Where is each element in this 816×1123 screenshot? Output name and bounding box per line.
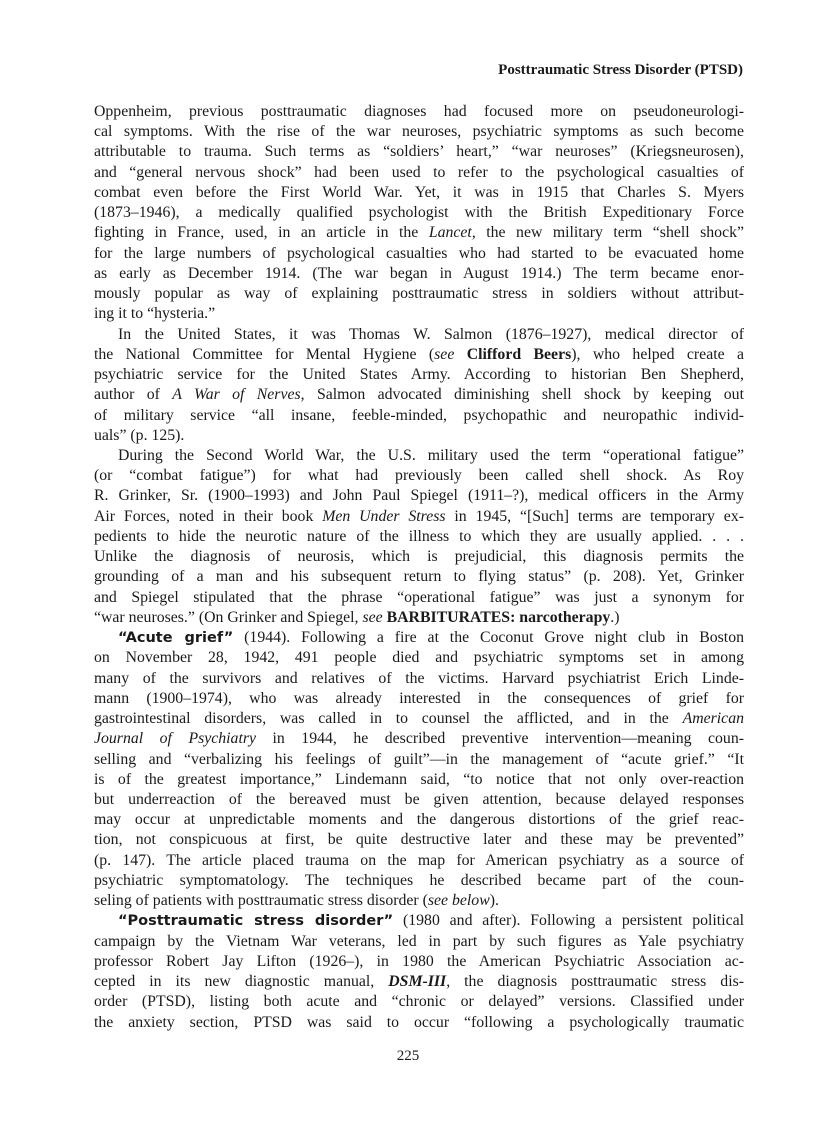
text-run: tion, not conspicuous at first, be quite destructive later and these may be prevented” [94, 831, 744, 849]
text-line [94, 567, 744, 587]
text-run: on November 28, 1942, 491 people died and psychiatric symptoms set in among [94, 649, 744, 667]
text-run: psychiatric service for the United States Army. According to historian Ben Shepherd, [94, 366, 744, 384]
text-run: (1944). Following a fire at the Coconut Grove night club in Boston [233, 629, 744, 647]
text-run [454, 346, 466, 363]
text-line [94, 284, 744, 304]
text-line [94, 325, 744, 345]
text-line [94, 365, 744, 385]
text-line [94, 264, 744, 284]
text-line [94, 750, 744, 770]
text-run: author of [94, 386, 173, 404]
text-run: and “general nervous shock” had been used to refer to the psychological casualties of [94, 163, 744, 181]
text-run: psychiatric symptomatology. The techniques he described became part of the coun- [94, 871, 744, 889]
text-line [94, 163, 744, 183]
text-line [94, 911, 744, 931]
text-line [94, 406, 744, 426]
text-run: fighting in France, used, in an article in the [94, 224, 429, 242]
text-line [94, 244, 744, 264]
text-line [94, 932, 744, 952]
text-line [94, 972, 744, 992]
text-line [94, 608, 744, 628]
text-line [94, 142, 744, 162]
text-line [94, 527, 744, 547]
text-line [94, 588, 744, 608]
bold-italic-title: DSM-III [388, 973, 447, 991]
text-run: Air Forces, noted in their book [94, 507, 323, 525]
text-line [94, 304, 744, 324]
text-line [94, 709, 744, 729]
text-line [94, 426, 744, 446]
italic-text: see [434, 345, 455, 363]
page-number: 225 [396, 1048, 420, 1064]
text-run: professor Robert Jay Lifton (1926–), in 1980 the American Psychiatric Association ac- [94, 952, 744, 970]
italic-text: Lancet [428, 224, 472, 242]
text-run: ). [489, 892, 499, 910]
text-run: as early as December 1914. (The war began in August 1914.) The term became enor- [94, 264, 744, 282]
text-run: cal symptoms. With the rise of the war neuroses, psychiatric symptoms as such become [94, 123, 744, 141]
text-line [94, 446, 744, 466]
text-run: (1980 and after). Following a persistent political [393, 912, 744, 930]
italic-text: Journal of Psychiatry [94, 730, 256, 748]
text-run: for the large numbers of psychological casualties who had started to be evacuated home [94, 244, 744, 262]
text-run: mously popular as way of explaining posttraumatic stress in soldiers without attribut- [94, 285, 744, 303]
text-line [94, 547, 744, 567]
text-run: During the Second World War, the U.S. military used the term “operational fatigue” [118, 446, 744, 464]
text-run: may occur at unpredictable moments and the dangerous distortions of the grief reac- [94, 811, 744, 829]
bold-reference: BARBITURATES: narcotherapy [386, 608, 611, 626]
text-run: campaign by the Vietnam War veterans, led in part by such figures as Yale psychiatry [94, 932, 744, 950]
text-run: selling and “verbalizing his feelings of guilt”—in the management of “acute grief.” “It [94, 750, 744, 768]
text-run: in 1945, “[Such] terms are temporary ex- [445, 507, 744, 525]
text-line [94, 790, 744, 810]
text-run: (p. 147). The article placed trauma on the map for American psychiatry as a source of [94, 851, 744, 869]
italic-text: see below [427, 892, 490, 910]
italic-text: Men Under Stress [322, 507, 446, 525]
text-line [94, 952, 744, 972]
text-run: gastrointestinal disorders, was called in to counsel the afflicted, and in the [94, 710, 683, 728]
text-line [94, 1013, 744, 1033]
text-line [94, 203, 744, 223]
text-line [94, 891, 744, 911]
text-run: , the diagnosis posttraumatic stress dis- [446, 973, 744, 991]
text-line [94, 486, 744, 506]
text-line [94, 507, 744, 527]
text-run: Unlike the diagnosis of neurosis, which is prejudicial, this diagnosis permits the [94, 548, 744, 566]
paragraph [94, 911, 744, 1032]
text-line [94, 851, 744, 871]
text-line [94, 830, 744, 850]
text-line [94, 871, 744, 891]
bold-reference: Clifford Beers [466, 345, 572, 363]
text-line [94, 223, 744, 243]
text-run: ing it to “hysteria.” [94, 305, 216, 323]
text-line [94, 810, 744, 830]
text-run: but underreaction of the bereaved must be given attention, because delayed responses [94, 790, 744, 808]
text-run: (1873–1946), a medically qualified psychologist with the British Expeditionary Force [94, 204, 744, 222]
text-line [94, 992, 744, 1012]
text-run: the anxiety section, PTSD was said to occur “following a psychologically traumatic [94, 1013, 744, 1031]
text-run: , Salmon advocated diminishing shell shock by keeping out [300, 386, 744, 404]
text-run: the National Committee for Mental Hygiene ( [94, 345, 435, 363]
text-line [94, 122, 744, 142]
paragraph [94, 102, 744, 325]
italic-text: American [682, 710, 744, 728]
text-run: mann (1900–1974), who was already interested in the consequences of grief for [94, 689, 744, 707]
text-run: seling of patients with posttraumatic stress disorder ( [94, 892, 428, 910]
text-line [94, 385, 744, 405]
text-run: cepted in its new diagnostic manual, [94, 973, 389, 991]
text-run: and Spiegel stipulated that the phrase “operational fatigue” was just a synonym for [94, 588, 744, 606]
italic-text: A War of Nerves [172, 386, 301, 404]
paragraph [94, 325, 744, 446]
text-run: is of the greatest importance,” Lindemann said, “to notice that not only over-reaction [94, 770, 744, 788]
body-text [94, 102, 744, 1033]
text-line [94, 466, 744, 486]
text-line [94, 102, 744, 122]
section-term: “Acute grief” [118, 630, 234, 647]
paragraph [94, 628, 744, 911]
text-run: (or “combat fatigue”) for what had previously been called shell shock. As Roy [94, 467, 744, 485]
text-run: of military service “all insane, feeble-minded, psychopathic and neuropathic individ- [94, 406, 744, 424]
text-run: ), who helped create a [571, 345, 744, 363]
text-run: order (PTSD), listing both acute and “chronic or delayed” versions. Classified under [94, 993, 744, 1011]
text-run: many of the survivors and relatives of the victims. Harvard psychiatrist Erich Linde- [94, 669, 744, 687]
text-run: grounding of a man and his subsequent return to flying status” (p. 208). Yet, Grinker [94, 568, 744, 586]
text-run: “war neuroses.” (On Grinker and Spiegel, [94, 608, 363, 626]
section-term: “Posttraumatic stress disorder” [118, 913, 394, 930]
text-run: .) [610, 608, 620, 626]
text-line [94, 648, 744, 668]
text-line [94, 729, 744, 749]
running-head: Posttraumatic Stress Disorder (PTSD) [498, 62, 743, 78]
text-run: R. Grinker, Sr. (1900–1993) and John Paul Spiegel (1911–?), medical officers in the Army [94, 487, 744, 505]
text-run: pedients to hide the neurotic nature of the illness to which they are usually applied. . . . [94, 527, 744, 545]
text-run: , the new military term “shell shock” [471, 224, 744, 242]
text-run: combat even before the First World War. Yet, it was in 1915 that Charles S. Myers [94, 183, 744, 201]
text-run: uals” (p. 125). [94, 426, 185, 444]
text-run: attributable to trauma. Such terms as “soldiers’ heart,” “war neuroses” (Kriegsneurosen), [94, 143, 744, 161]
text-line [94, 669, 744, 689]
text-line [94, 345, 744, 365]
italic-text: see [362, 608, 383, 626]
text-run: in 1944, he described preventive intervention—meaning coun- [256, 730, 744, 748]
text-line [94, 628, 744, 648]
text-line [94, 770, 744, 790]
text-line [94, 689, 744, 709]
text-run: Oppenheim, previous posttraumatic diagnoses had focused more on pseudoneurologi- [94, 103, 744, 120]
text-line [94, 183, 744, 203]
paragraph [94, 446, 744, 628]
text-run: In the United States, it was Thomas W. Salmon (1876–1927), medical director of [118, 325, 744, 343]
